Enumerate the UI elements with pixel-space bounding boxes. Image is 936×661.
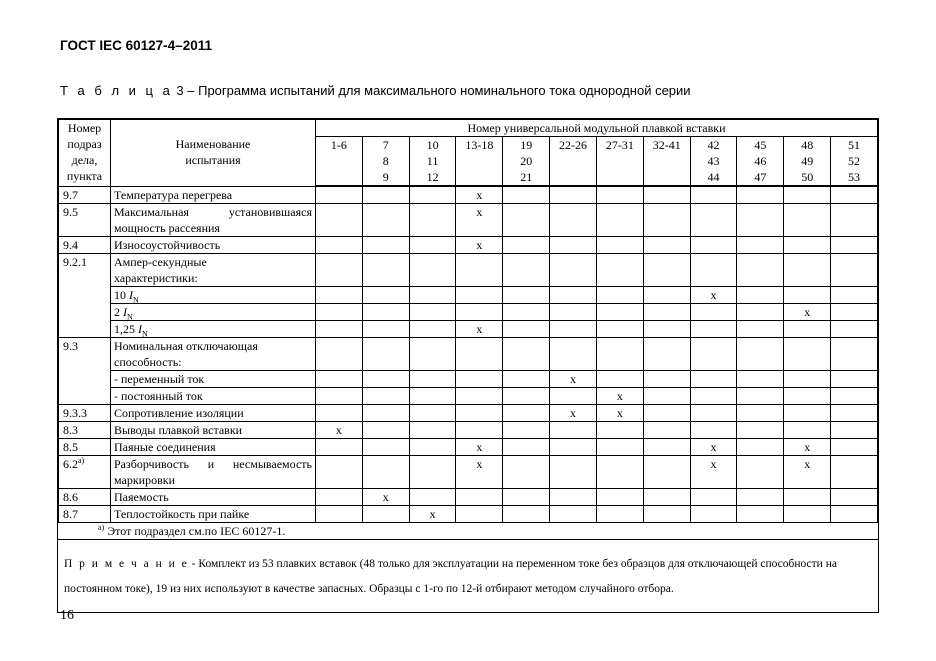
- mark-cell: [456, 489, 503, 506]
- caption-prefix: Т а б л и ц а: [60, 83, 173, 98]
- row-name: Паяемость: [111, 489, 316, 506]
- row-num: 9.5: [59, 204, 111, 237]
- row-name: Теплостойкость при пайке: [111, 506, 316, 523]
- header-col-4: 19 20 21: [503, 137, 550, 187]
- mark-cell: [316, 506, 363, 523]
- mark-cell: [831, 388, 878, 405]
- mark-cell: [784, 237, 831, 254]
- mark-cell: [737, 304, 784, 321]
- mark-cell: [690, 204, 737, 237]
- mark-cell: [831, 371, 878, 388]
- mark-cell: [503, 338, 550, 371]
- mark-cell: [596, 287, 643, 304]
- mark-cell: [784, 422, 831, 439]
- subrow-name: - переменный ток: [111, 371, 316, 388]
- mark-cell: [784, 371, 831, 388]
- mark-cell: [316, 338, 363, 371]
- row-name: Максимальная установившаяся мощность рассеяния: [111, 204, 316, 237]
- mark-cell: [503, 304, 550, 321]
- row-num: 8.3: [59, 422, 111, 439]
- header-col-10: 48 49 50: [784, 137, 831, 187]
- mark-cell: [456, 422, 503, 439]
- subrow-name: 1,25 $I_N$: [111, 321, 316, 338]
- mark-cell: [316, 287, 363, 304]
- row-num: 9.4: [59, 237, 111, 254]
- mark-cell: [596, 186, 643, 204]
- mark-cell: [596, 506, 643, 523]
- mark-cell: [737, 321, 784, 338]
- mark-cell: [831, 422, 878, 439]
- mark-cell: [503, 405, 550, 422]
- mark-cell: [456, 287, 503, 304]
- mark-cell: [737, 186, 784, 204]
- subrow-name: - постоянный ток: [111, 388, 316, 405]
- mark-cell: х: [456, 237, 503, 254]
- mark-cell: [784, 388, 831, 405]
- mark-cell: [550, 422, 597, 439]
- row-name: Сопротивление изоляции: [111, 405, 316, 422]
- mark-cell: [831, 506, 878, 523]
- mark-cell: х: [316, 422, 363, 439]
- mark-cell: х: [690, 287, 737, 304]
- mark-cell: [784, 287, 831, 304]
- mark-cell: [596, 371, 643, 388]
- row-name: Ампер-секундные характеристики:: [111, 254, 316, 287]
- mark-cell: [596, 489, 643, 506]
- mark-cell: [456, 254, 503, 287]
- mark-cell: [737, 204, 784, 237]
- mark-cell: [643, 371, 690, 388]
- mark-cell: [550, 456, 597, 489]
- mark-cell: [550, 439, 597, 456]
- mark-cell: [316, 439, 363, 456]
- mark-cell: [362, 371, 409, 388]
- mark-cell: [362, 204, 409, 237]
- mark-cell: [550, 254, 597, 287]
- mark-cell: [690, 254, 737, 287]
- mark-cell: [831, 254, 878, 287]
- document-header: ГОСТ IEC 60127-4–2011: [60, 38, 212, 53]
- mark-cell: [550, 388, 597, 405]
- mark-cell: [316, 456, 363, 489]
- mark-cell: [784, 405, 831, 422]
- mark-cell: [409, 287, 456, 304]
- mark-cell: [737, 237, 784, 254]
- caption-text: 3 – Программа испытаний для максимального номинального тока однородной серии: [172, 83, 691, 98]
- mark-cell: [831, 287, 878, 304]
- mark-cell: [456, 388, 503, 405]
- mark-cell: [596, 204, 643, 237]
- mark-cell: [690, 506, 737, 523]
- mark-cell: [550, 204, 597, 237]
- mark-cell: [643, 321, 690, 338]
- mark-cell: х: [784, 304, 831, 321]
- subrow-name: 2 $I_N$: [111, 304, 316, 321]
- mark-cell: х: [596, 388, 643, 405]
- mark-cell: [550, 489, 597, 506]
- mark-cell: [503, 456, 550, 489]
- mark-cell: [550, 186, 597, 204]
- mark-cell: [596, 338, 643, 371]
- header-group: Номер универсальной модульной плавкой вставки: [316, 120, 878, 137]
- mark-cell: [409, 422, 456, 439]
- mark-cell: х: [456, 321, 503, 338]
- table-footnote: $^{а)}$ Этот подраздел см.по IEC 60127-1.: [98, 523, 286, 538]
- header-col-3: 13-18: [456, 137, 503, 187]
- mark-cell: [503, 371, 550, 388]
- mark-cell: [550, 321, 597, 338]
- mark-cell: х: [550, 371, 597, 388]
- mark-cell: [831, 456, 878, 489]
- mark-cell: х: [784, 456, 831, 489]
- mark-cell: х: [409, 506, 456, 523]
- mark-cell: [831, 405, 878, 422]
- mark-cell: [456, 506, 503, 523]
- mark-cell: [784, 204, 831, 237]
- mark-cell: [690, 405, 737, 422]
- mark-cell: [737, 439, 784, 456]
- mark-cell: [362, 405, 409, 422]
- mark-cell: [316, 237, 363, 254]
- header-col-5: 22-26: [550, 137, 597, 187]
- row-name: Разборчивость и несмываемость маркировки: [111, 456, 316, 489]
- mark-cell: [550, 506, 597, 523]
- row-num: 9.7: [59, 186, 111, 204]
- mark-cell: [362, 304, 409, 321]
- mark-cell: [550, 237, 597, 254]
- mark-cell: [596, 237, 643, 254]
- row-num: 9.2.1: [59, 254, 111, 338]
- mark-cell: [503, 489, 550, 506]
- row-name: Выводы плавкой вставки: [111, 422, 316, 439]
- row-name: Номинальная отключающая способность:: [111, 338, 316, 371]
- mark-cell: [409, 321, 456, 338]
- test-program-table: [57, 118, 879, 613]
- mark-cell: [737, 388, 784, 405]
- mark-cell: [362, 388, 409, 405]
- mark-cell: [503, 287, 550, 304]
- mark-cell: [596, 422, 643, 439]
- mark-cell: [690, 186, 737, 204]
- header-col-6: 27-31: [596, 137, 643, 187]
- mark-cell: [737, 254, 784, 287]
- row-num: $6.2^{а)}$: [59, 456, 111, 489]
- mark-cell: [503, 254, 550, 287]
- mark-cell: [409, 204, 456, 237]
- mark-cell: [643, 439, 690, 456]
- row-name: Паяные соединения: [111, 439, 316, 456]
- mark-cell: [643, 489, 690, 506]
- mark-cell: х: [690, 456, 737, 489]
- mark-cell: [362, 338, 409, 371]
- mark-cell: [690, 422, 737, 439]
- header-col-9: 45 46 47: [737, 137, 784, 187]
- mark-cell: [831, 237, 878, 254]
- page-number: 16: [60, 608, 74, 623]
- header-col-0: 1-6: [316, 137, 363, 187]
- table-caption: [60, 83, 691, 98]
- mark-cell: [690, 321, 737, 338]
- mark-cell: [831, 204, 878, 237]
- mark-cell: [690, 489, 737, 506]
- mark-cell: [362, 422, 409, 439]
- mark-cell: [737, 371, 784, 388]
- row-num: 8.5: [59, 439, 111, 456]
- mark-cell: [784, 506, 831, 523]
- mark-cell: [737, 405, 784, 422]
- row-num: 9.3: [59, 338, 111, 405]
- mark-cell: [362, 439, 409, 456]
- table-note: [58, 539, 878, 612]
- mark-cell: [784, 321, 831, 338]
- mark-cell: [409, 304, 456, 321]
- mark-cell: [596, 439, 643, 456]
- header-col-7: 32-41: [643, 137, 690, 187]
- mark-cell: [737, 506, 784, 523]
- subrow-name: 10 $I_N$: [111, 287, 316, 304]
- mark-cell: [643, 405, 690, 422]
- mark-cell: [596, 321, 643, 338]
- mark-cell: [316, 204, 363, 237]
- mark-cell: х: [456, 204, 503, 237]
- mark-cell: [456, 371, 503, 388]
- mark-cell: [316, 371, 363, 388]
- mark-cell: [362, 321, 409, 338]
- mark-cell: [690, 304, 737, 321]
- row-name: Температура перегрева: [111, 186, 316, 204]
- mark-cell: [643, 506, 690, 523]
- header-name: Наименование испытания: [111, 120, 316, 187]
- mark-cell: [643, 204, 690, 237]
- row-num: 8.7: [59, 506, 111, 523]
- mark-cell: [643, 237, 690, 254]
- mark-cell: [643, 422, 690, 439]
- mark-cell: [456, 338, 503, 371]
- mark-cell: [690, 388, 737, 405]
- mark-cell: [316, 489, 363, 506]
- mark-cell: х: [690, 439, 737, 456]
- mark-cell: [316, 304, 363, 321]
- mark-cell: [784, 254, 831, 287]
- mark-cell: [737, 422, 784, 439]
- mark-cell: [831, 439, 878, 456]
- mark-cell: х: [784, 439, 831, 456]
- mark-cell: [643, 338, 690, 371]
- mark-cell: [503, 422, 550, 439]
- mark-cell: [316, 321, 363, 338]
- mark-cell: [643, 287, 690, 304]
- mark-cell: [503, 204, 550, 237]
- mark-cell: [784, 338, 831, 371]
- header-col-2: 10 11 12: [409, 137, 456, 187]
- row-name: Износоустойчивость: [111, 237, 316, 254]
- header-col-1: 7 8 9: [362, 137, 409, 187]
- mark-cell: [409, 456, 456, 489]
- mark-cell: [550, 287, 597, 304]
- mark-cell: [643, 388, 690, 405]
- mark-cell: [737, 489, 784, 506]
- mark-cell: [316, 405, 363, 422]
- mark-cell: [503, 439, 550, 456]
- mark-cell: [362, 254, 409, 287]
- mark-cell: х: [362, 489, 409, 506]
- mark-cell: [643, 254, 690, 287]
- mark-cell: [596, 254, 643, 287]
- mark-cell: [737, 287, 784, 304]
- mark-cell: [409, 186, 456, 204]
- mark-cell: [409, 439, 456, 456]
- row-num: 8.6: [59, 489, 111, 506]
- mark-cell: [503, 506, 550, 523]
- mark-cell: [409, 371, 456, 388]
- mark-cell: х: [596, 405, 643, 422]
- mark-cell: х: [456, 456, 503, 489]
- mark-cell: [550, 304, 597, 321]
- row-num: 9.3.3: [59, 405, 111, 422]
- mark-cell: [596, 456, 643, 489]
- mark-cell: [409, 405, 456, 422]
- mark-cell: [409, 254, 456, 287]
- note-prefix: П р и м е ч а н и е: [64, 558, 189, 570]
- mark-cell: [737, 456, 784, 489]
- mark-cell: [831, 321, 878, 338]
- mark-cell: [456, 304, 503, 321]
- mark-cell: [831, 304, 878, 321]
- mark-cell: [409, 489, 456, 506]
- mark-cell: [362, 506, 409, 523]
- note-text: - Комплект из 53 плавких вставок (48 только для эксплуатации на переменном токе без образцов для отключающей способности на постоянном токе), 19 из них используют в качестве запасных. Образцы с 1-го по 12-й отбирают методом случайного отбора.: [64, 558, 837, 595]
- mark-cell: [316, 254, 363, 287]
- mark-cell: [784, 489, 831, 506]
- mark-cell: [316, 186, 363, 204]
- mark-cell: [503, 186, 550, 204]
- mark-cell: [690, 371, 737, 388]
- mark-cell: [409, 237, 456, 254]
- mark-cell: [362, 186, 409, 204]
- mark-cell: [456, 405, 503, 422]
- mark-cell: х: [456, 439, 503, 456]
- mark-cell: [409, 338, 456, 371]
- mark-cell: [362, 287, 409, 304]
- mark-cell: [596, 304, 643, 321]
- mark-cell: х: [550, 405, 597, 422]
- mark-cell: [409, 388, 456, 405]
- mark-cell: [643, 186, 690, 204]
- mark-cell: [831, 489, 878, 506]
- mark-cell: [503, 321, 550, 338]
- mark-cell: [831, 338, 878, 371]
- mark-cell: [737, 338, 784, 371]
- mark-cell: [550, 338, 597, 371]
- mark-cell: [643, 304, 690, 321]
- mark-cell: [643, 456, 690, 489]
- mark-cell: [784, 186, 831, 204]
- mark-cell: [690, 237, 737, 254]
- header-col-11: 51 52 53: [831, 137, 878, 187]
- mark-cell: х: [456, 186, 503, 204]
- mark-cell: [362, 237, 409, 254]
- mark-cell: [362, 456, 409, 489]
- mark-cell: [316, 388, 363, 405]
- header-col-8: 42 43 44: [690, 137, 737, 187]
- mark-cell: [503, 388, 550, 405]
- mark-cell: [831, 186, 878, 204]
- mark-cell: [690, 338, 737, 371]
- header-num: Номер подраз дела, пункта: [59, 120, 111, 187]
- mark-cell: [503, 237, 550, 254]
